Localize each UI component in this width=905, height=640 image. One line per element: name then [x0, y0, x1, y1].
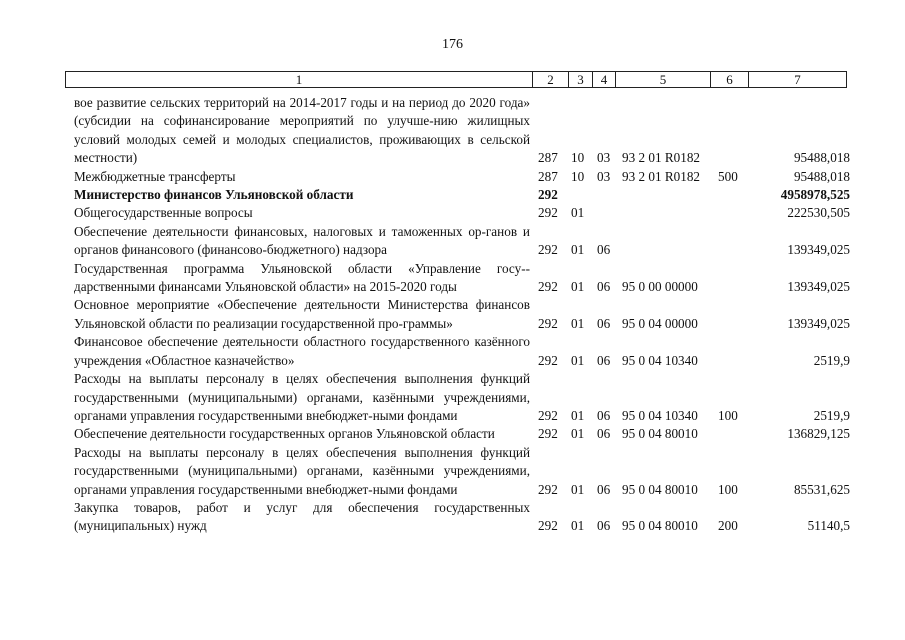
row-description: Закупка товаров, работ и услуг для обеспечения государственных (муниципальных) нужд	[74, 499, 530, 534]
row-codes	[0, 186, 905, 204]
row-codes	[0, 517, 905, 535]
subsection-code: 06	[597, 279, 611, 295]
row-description: вое развитие сельских территорий на 2014-2017 годы и на период до 2020 года» (субсидии на софинансирование мероприятий по улучше-нию жилищных условий молодых семей и молодых специалистов, проживающих в сельской местности)	[74, 95, 530, 166]
row-description: Обеспечение деятельности государственных органов Ульяновской области	[74, 426, 495, 442]
target-article-code: 95 0 00 00000	[622, 279, 698, 295]
target-article-code: 95 0 04 80010	[622, 518, 698, 534]
amount: 139349,025	[787, 279, 850, 295]
amount: 4958978,525	[780, 187, 850, 203]
table-header	[65, 71, 847, 88]
target-article-code: 95 0 04 80010	[622, 426, 698, 442]
amount: 95488,018	[793, 150, 850, 166]
row-codes	[0, 481, 905, 499]
row-description: Основное мероприятие «Обеспечение деятельности Министерства финансов Ульяновской области по реализации государственной про-граммы»	[74, 297, 530, 331]
page-number: 176	[442, 37, 463, 52]
section-code: 01	[571, 518, 585, 534]
subsection-code: 06	[597, 407, 611, 423]
section-code: 10	[571, 150, 585, 166]
header-col-1: 1	[66, 72, 533, 87]
section-code: 01	[571, 205, 585, 221]
table-row	[0, 333, 905, 370]
ministry-code: 292	[538, 352, 558, 368]
table-row	[0, 425, 905, 443]
expense-type-code: 100	[718, 407, 738, 423]
subsection-code: 06	[597, 352, 611, 368]
ministry-code: 292	[538, 426, 558, 442]
section-code: 01	[571, 352, 585, 368]
table-row	[0, 260, 905, 297]
row-codes	[0, 168, 905, 186]
target-article-code: 95 0 04 10340	[622, 352, 698, 368]
section-code: 10	[571, 168, 585, 184]
row-codes	[0, 352, 905, 370]
amount: 2519,9	[813, 352, 850, 368]
subsection-code: 03	[597, 168, 611, 184]
amount: 85531,625	[793, 481, 850, 497]
ministry-code: 292	[538, 205, 558, 221]
target-article-code: 93 2 01 R0182	[622, 168, 701, 184]
amount: 139349,025	[787, 315, 850, 331]
ministry-code: 292	[538, 242, 558, 258]
subsection-code: 03	[597, 150, 611, 166]
row-description: Финансовое обеспечение деятельности областного государственного казённого учреждения «Областное казначейство»	[74, 334, 530, 368]
ministry-code: 292	[538, 315, 558, 331]
section-code: 01	[571, 481, 585, 497]
row-description: Общегосударственные вопросы	[74, 205, 253, 221]
row-codes	[0, 241, 905, 259]
ministry-code: 292	[538, 407, 558, 423]
subsection-code: 06	[597, 242, 611, 258]
amount: 2519,9	[813, 407, 850, 423]
table-row	[0, 186, 905, 204]
ministry-code: 287	[538, 168, 558, 184]
target-article-code: 95 0 04 10340	[622, 407, 698, 423]
header-col-6: 6	[711, 72, 749, 87]
row-codes	[0, 204, 905, 222]
ministry-code: 292	[538, 187, 558, 203]
header-col-4: 4	[593, 72, 616, 87]
table-row	[0, 296, 905, 333]
ministry-code: 292	[538, 481, 558, 497]
section-code: 01	[571, 279, 585, 295]
header-col-7: 7	[794, 72, 801, 87]
row-description: Расходы на выплаты персоналу в целях обеспечения выполнения функций государственными (муниципальными) органами, казёнными учреждениями, органами управления государственными внебюджет-ными фондами	[74, 371, 530, 423]
section-code: 01	[571, 426, 585, 442]
ministry-code: 292	[538, 518, 558, 534]
subsection-code: 06	[597, 518, 611, 534]
table-body	[0, 94, 905, 536]
header-col-2: 2	[533, 72, 569, 87]
ministry-code: 292	[538, 279, 558, 295]
row-description: Государственная программа Ульяновской области «Управление госу-дарственными финансами Ульяновской области» на 2015-2020 годы	[74, 260, 530, 295]
table-row	[0, 94, 905, 168]
ministry-code: 287	[538, 150, 558, 166]
row-codes	[0, 425, 905, 443]
row-description: Обеспечение деятельности финансовых, налоговых и таможенных ор-ганов и органов финансового (финансово-бюджетного) надзора	[74, 223, 530, 258]
row-codes	[0, 149, 905, 167]
table-row	[0, 168, 905, 186]
table-row	[0, 499, 905, 536]
row-description: Межбюджетные трансферты	[74, 168, 236, 184]
section-code: 01	[571, 315, 585, 331]
target-article-code: 93 2 01 R0182	[622, 150, 701, 166]
header-col-3: 3	[569, 72, 593, 87]
amount: 51140,5	[807, 518, 850, 534]
table-row	[0, 370, 905, 425]
target-article-code: 95 0 04 80010	[622, 481, 698, 497]
amount: 95488,018	[793, 168, 850, 184]
amount: 222530,505	[787, 205, 850, 221]
amount: 139349,025	[787, 242, 850, 258]
section-code: 01	[571, 242, 585, 258]
expense-type-code: 200	[718, 518, 738, 534]
subsection-code: 06	[597, 315, 611, 331]
subsection-code: 06	[597, 481, 611, 497]
amount: 136829,125	[787, 426, 850, 442]
row-description: Министерство финансов Ульяновской области	[74, 187, 354, 203]
row-description: Расходы на выплаты персоналу в целях обеспечения выполнения функций государственными (муниципальными) органами, казёнными учреждениями, органами управления государственными внебюджет-ными фондами	[74, 444, 530, 497]
header-col-5: 5	[616, 72, 711, 87]
table-row	[0, 223, 905, 260]
subsection-code: 06	[597, 426, 611, 442]
section-code: 01	[571, 407, 585, 423]
expense-type-code: 500	[718, 168, 738, 184]
target-article-code: 95 0 04 00000	[622, 315, 698, 331]
expense-type-code: 100	[718, 481, 738, 497]
table-row	[0, 204, 905, 222]
row-codes	[0, 278, 905, 296]
row-codes	[0, 315, 905, 333]
table-row	[0, 444, 905, 499]
row-codes	[0, 407, 905, 425]
